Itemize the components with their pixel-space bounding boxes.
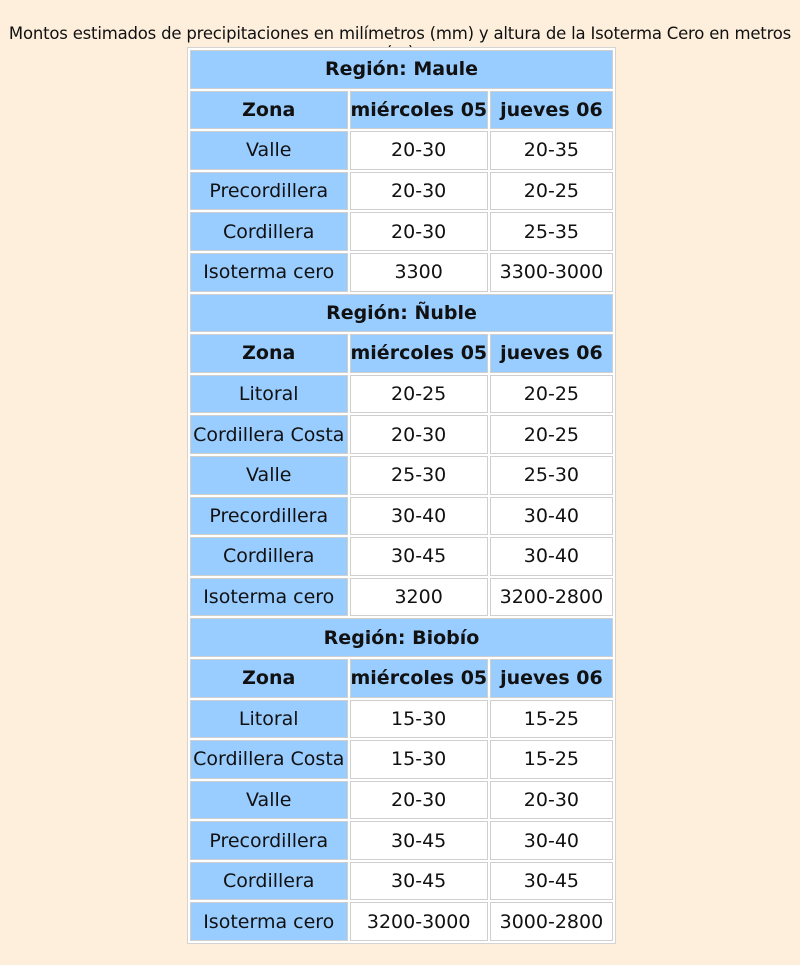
day-1-value-cell: 30-45 [350, 862, 488, 901]
zone-cell: Cordillera [190, 212, 348, 251]
region-title: Región: Ñuble [190, 294, 613, 333]
day-1-value-cell: 15-30 [350, 740, 488, 779]
day-2-value-cell: 15-25 [490, 700, 613, 739]
table-row [190, 456, 613, 495]
zone-cell: Cordillera Costa [190, 415, 348, 454]
day-1-value-cell: 20-25 [350, 375, 488, 414]
day-1-value-cell: 20-30 [350, 131, 488, 170]
column-header-day-2: jueves 06 [490, 91, 613, 130]
day-2-value-cell: 30-45 [490, 862, 613, 901]
table-row [190, 537, 613, 576]
day-1-value-cell: 20-30 [350, 415, 488, 454]
zone-cell: Isoterma cero [190, 253, 348, 292]
zone-cell: Litoral [190, 700, 348, 739]
day-1-value-cell: 30-45 [350, 821, 488, 860]
column-header-zone: Zona [190, 659, 348, 698]
column-header-day-1: miércoles 05 [350, 659, 488, 698]
column-header-zone: Zona [190, 334, 348, 373]
column-header-day-1: miércoles 05 [350, 334, 488, 373]
table-caption: Montos estimados de precipitaciones en milímetros (mm) y altura de la Isoterma Cero en metros [8, 24, 792, 43]
table-row [190, 862, 613, 901]
column-header-zone: Zona [190, 91, 348, 130]
table-row [190, 375, 613, 414]
day-1-value-cell: 3200-3000 [350, 902, 488, 941]
zone-cell: Cordillera [190, 537, 348, 576]
day-2-value-cell: 30-40 [490, 821, 613, 860]
zone-cell: Valle [190, 456, 348, 495]
day-1-value-cell: 15-30 [350, 700, 488, 739]
table-row [190, 415, 613, 454]
day-2-value-cell: 3300-3000 [490, 253, 613, 292]
zone-cell: Valle [190, 131, 348, 170]
column-header-day-1: miércoles 05 [350, 91, 488, 130]
zone-cell: Cordillera [190, 862, 348, 901]
region-header-row [190, 618, 613, 657]
day-2-value-cell: 15-25 [490, 740, 613, 779]
day-1-value-cell: 20-30 [350, 781, 488, 820]
day-2-value-cell: 30-40 [490, 537, 613, 576]
zone-cell: Cordillera Costa [190, 740, 348, 779]
day-2-value-cell: 20-25 [490, 415, 613, 454]
zone-cell: Isoterma cero [190, 578, 348, 617]
day-2-value-cell: 30-40 [490, 497, 613, 536]
day-2-value-cell: 3000-2800 [490, 902, 613, 941]
day-1-value-cell: 30-40 [350, 497, 488, 536]
table-row [190, 740, 613, 779]
precipitation-table [187, 47, 616, 944]
column-header-day-2: jueves 06 [490, 334, 613, 373]
day-2-value-cell: 25-35 [490, 212, 613, 251]
table-row [190, 902, 613, 941]
precipitation-table-body [190, 50, 613, 941]
table-row [190, 700, 613, 739]
column-header-day-2: jueves 06 [490, 659, 613, 698]
day-2-value-cell: 25-30 [490, 456, 613, 495]
column-header-row [190, 334, 613, 373]
day-1-value-cell: 3300 [350, 253, 488, 292]
forecast-table-container [187, 47, 616, 944]
day-1-value-cell: 25-30 [350, 456, 488, 495]
day-2-value-cell: 20-35 [490, 131, 613, 170]
zone-cell: Precordillera [190, 821, 348, 860]
table-row [190, 578, 613, 617]
table-row [190, 781, 613, 820]
table-row [190, 821, 613, 860]
table-row [190, 253, 613, 292]
zone-cell: Valle [190, 781, 348, 820]
day-1-value-cell: 3200 [350, 578, 488, 617]
column-header-row [190, 91, 613, 130]
table-row [190, 131, 613, 170]
region-title: Región: Maule [190, 50, 613, 89]
day-2-value-cell: 3200-2800 [490, 578, 613, 617]
column-header-row [190, 659, 613, 698]
day-1-value-cell: 20-30 [350, 172, 488, 211]
zone-cell: Precordillera [190, 172, 348, 211]
day-1-value-cell: 20-30 [350, 212, 488, 251]
zone-cell: Isoterma cero [190, 902, 348, 941]
day-2-value-cell: 20-25 [490, 375, 613, 414]
table-row [190, 172, 613, 211]
day-1-value-cell: 30-45 [350, 537, 488, 576]
table-row [190, 212, 613, 251]
day-2-value-cell: 20-25 [490, 172, 613, 211]
region-header-row [190, 294, 613, 333]
table-row [190, 497, 613, 536]
zone-cell: Litoral [190, 375, 348, 414]
region-title: Región: Biobío [190, 618, 613, 657]
region-header-row [190, 50, 613, 89]
day-2-value-cell: 20-30 [490, 781, 613, 820]
zone-cell: Precordillera [190, 497, 348, 536]
